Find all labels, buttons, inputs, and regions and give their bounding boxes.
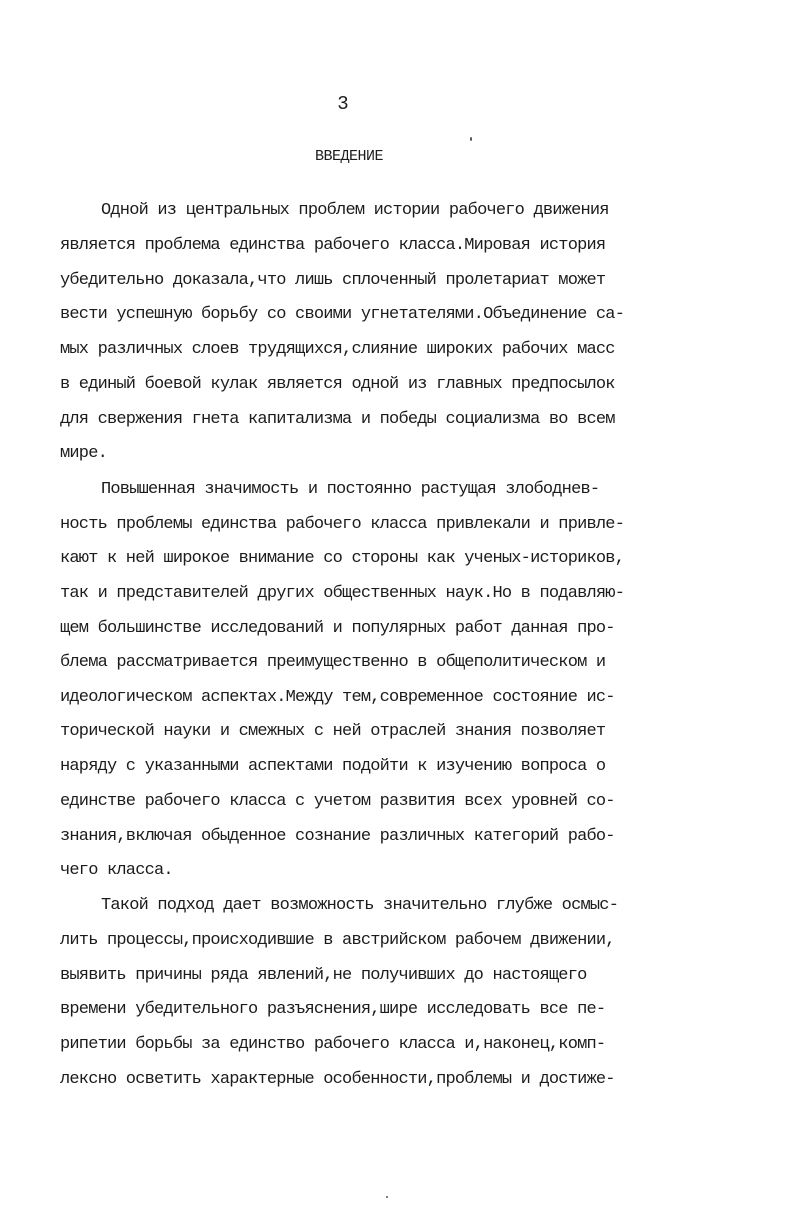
text-line: времени убедительного разъяснения,шире исследовать все пе- bbox=[60, 1000, 606, 1019]
text-line: Одной из центральных проблем истории рабочего движения bbox=[101, 201, 609, 220]
scan-speck bbox=[470, 137, 472, 141]
text-line: ность проблемы единства рабочего класса привлекали и привле- bbox=[60, 515, 625, 534]
text-line: блема рассматривается преимущественно в общеполитическом и bbox=[60, 653, 606, 672]
text-line: единстве рабочего класса с учетом развития всех уровней со- bbox=[60, 792, 615, 811]
text-line: убедительно доказала,что лишь сплоченный пролетариат может bbox=[60, 271, 606, 290]
text-line: Повышенная значимость и постоянно растущая злободнев- bbox=[101, 480, 600, 499]
text-line: идеологическом аспектах.Между тем,современное состояние ис- bbox=[60, 688, 615, 707]
text-line: мире. bbox=[60, 444, 108, 463]
scan-speck bbox=[386, 1196, 388, 1198]
text-line: является проблема единства рабочего класса.Мировая история bbox=[60, 236, 606, 255]
text-line: щем большинстве исследований и популярных работ данная про- bbox=[60, 619, 615, 638]
text-line: знания,включая обыденное сознание различных категорий рабо- bbox=[60, 827, 615, 846]
text-line: выявить причины ряда явлений,не получивших до настоящего bbox=[60, 966, 587, 985]
text-line: вести успешную борьбу со своими угнетателями.Объединение са- bbox=[60, 305, 625, 324]
text-line: лексно осветить характерные особенности,проблемы и достиже- bbox=[60, 1070, 615, 1089]
text-line: кают к ней широкое внимание со стороны как ученых-историков, bbox=[60, 549, 625, 568]
text-line: рипетии борьбы за единство рабочего класса и,наконец,комп- bbox=[60, 1035, 606, 1054]
text-line: чего класса. bbox=[60, 861, 173, 880]
text-line: в единый боевой кулак является одной из главных предпосылок bbox=[60, 375, 615, 394]
text-line: лить процессы,происходившие в австрийском рабочем движении, bbox=[60, 931, 615, 950]
page-number: 3 bbox=[337, 93, 349, 115]
text-line: торической науки и смежных с ней отраслей знания позволяет bbox=[60, 722, 606, 741]
text-line: наряду с указанными аспектами подойти к изучению вопроса о bbox=[60, 757, 606, 776]
text-line: мых различных слоев трудящихся,слияние широких рабочих масс bbox=[60, 340, 615, 359]
text-line: для свержения гнета капитализма и победы социализма во всем bbox=[60, 410, 615, 429]
text-line: так и представителей других общественных наук.Но в подавляю- bbox=[60, 584, 625, 603]
text-line: Такой подход дает возможность значительно глубже осмыс- bbox=[101, 896, 619, 915]
section-heading: ВВЕДЕНИЕ bbox=[314, 148, 383, 165]
